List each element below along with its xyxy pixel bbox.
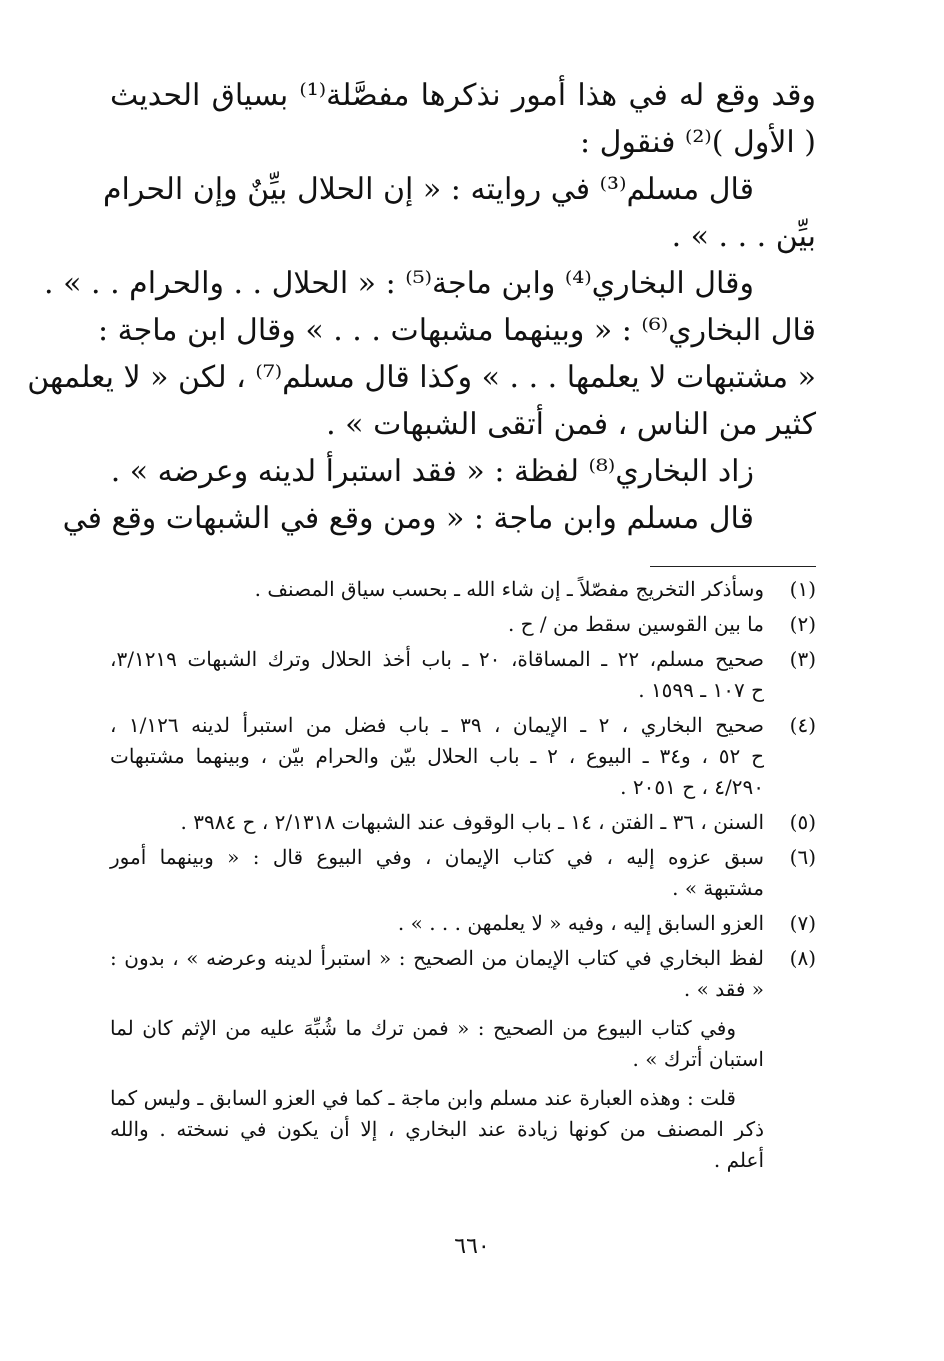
main-text <box>27 72 816 542</box>
footnote <box>110 574 816 605</box>
main-text-line: ( الأول )⁽²⁾ فنقول : <box>579 125 816 160</box>
main-text-line: « مشتبهات لا يعلمها . . . » وكذا قال مسلم⁽⁷⁾ ، لكن « لا يعلمهن <box>27 360 816 395</box>
footnote-number: (٢) <box>789 612 816 636</box>
footnote-line: قلت : وهذه العبارة عند مسلم وابن ماجة ـ كما في العزو السابق ـ وليس كما <box>110 1086 736 1110</box>
footnote-line: السنن ، ٣٦ ـ الفتن ، ١٤ ـ باب الوقوف عند الشبهات ٢/١٣١٨ ، ح ٣٩٨٤ . <box>180 810 764 834</box>
main-text-line: وقد وقع له في هذا أمور نذكرها مفصَّلة⁽¹⁾ بسياق الحديث <box>110 78 816 113</box>
footnote-paragraph <box>110 1013 816 1075</box>
main-text-line: قال مسلم وابن ماجة : « ومن وقع في الشبهات وقع في <box>62 501 754 536</box>
main-text-line: زاد البخاري⁽⁸⁾ لفظة : « فقد استبرأ لدينه وعرضه » . <box>110 454 754 489</box>
footnote-line: ح ٥٢ ، و٣٤ ـ البيوع ، ٢ ـ باب الحلال بيّن والحرام بيّن ، وبينهما مشتبهات <box>110 744 764 768</box>
footnote-line: صحيح البخاري ، ٢ ـ الإيمان ، ٣٩ ـ باب فضل من استبرأ لدينه ١/١٢٦ ، <box>110 713 765 737</box>
footnote-line: ذكر المصنف من كونها زيادة عند البخاري ، إلا أن يكون في نسخته . والله <box>110 1117 764 1141</box>
footnote-line: وسأذكر التخريج مفصّلاً ـ إن شاء الله ـ بحسب سياق المصنف . <box>254 577 764 601</box>
main-text-line: قال مسلم⁽³⁾ في روايته : « إن الحلال بيِّنٌ وإن الحرام <box>102 172 754 207</box>
footnote-line: مشتبهة » . <box>672 876 764 900</box>
footnote-line: وفي كتاب البيوع من الصحيح : « فمن ترك ما شُبِّهَ عليه من الإثم كان لما <box>110 1016 736 1040</box>
footnote-line: صحيح مسلم، ٢٢ ـ المساقاة، ٢٠ ـ باب أخذ الحلال وترك الشبهات ٣/١٢١٩، <box>110 647 764 671</box>
footnote-line: ما بين القوسين سقط من / ح . <box>507 612 764 636</box>
footnotes <box>110 570 816 1176</box>
footnote-line: سبق عزوه إليه ، في كتاب الإيمان ، وفي البيوع قال : « وبينهما أمور <box>110 845 764 869</box>
main-text-line: قال البخاري⁽⁶⁾ : « وبينهما مشبهات . . . » وقال ابن ماجة : <box>97 313 816 348</box>
footnote-line: ٤/٢٩٠ ، ح ٢٠٥١ . <box>620 775 764 799</box>
footnote-line: ح ١٠٧ ـ ١٥٩٩ . <box>638 678 764 702</box>
footnote-line: أعلم . <box>713 1148 764 1172</box>
footnote <box>110 807 816 838</box>
footnote-number: (٤) <box>789 713 816 737</box>
footnote-line: « فقد » . <box>683 977 764 1001</box>
main-text-line: كثير من الناس ، فمن أتقى الشبهات » . <box>326 407 816 442</box>
footnote <box>110 644 816 706</box>
footnote <box>110 908 816 939</box>
main-text-line: وقال البخاري⁽⁴⁾ وابن ماجة⁽⁵⁾ : « الحلال . . والحرام . . » . <box>44 266 754 301</box>
page-number: ٦٦٠ <box>454 1234 490 1259</box>
footnote-line: استبان أترك » . <box>632 1047 764 1071</box>
footnote-number: (٧) <box>789 911 816 935</box>
footnote-number: (٣) <box>789 647 816 671</box>
footnote-number: (٦) <box>789 845 816 869</box>
footnote-line: العزو السابق إليه ، وفيه « لا يعلمهن . . . » . <box>397 911 764 935</box>
footnote-number: (٥) <box>789 810 816 834</box>
footnote-line: لفظ البخاري في كتاب الإيمان من الصحيح : « استبرأ لدينه وعرضه » ، بدون : <box>110 946 764 970</box>
main-text-line: بيِّن . . . » . <box>671 219 816 254</box>
footnote-number: (١) <box>789 577 816 601</box>
footnote-separator <box>650 566 816 567</box>
footnote-paragraph <box>110 1083 816 1176</box>
footnote <box>110 710 816 803</box>
footnote-number: (٨) <box>789 946 816 970</box>
footnote <box>110 943 816 1005</box>
footnote <box>110 609 816 640</box>
footnote <box>110 842 816 904</box>
